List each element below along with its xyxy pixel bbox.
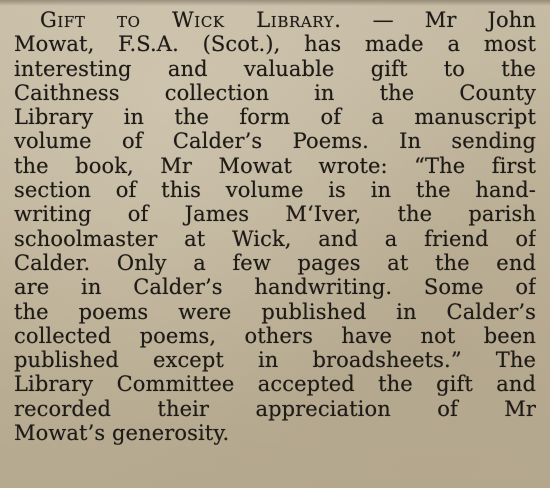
article-line-17: recorded their appreciation of Mr: [14, 396, 536, 421]
article-line-2: Mowat, F.S.A. (Scot.), has made a most: [14, 32, 536, 57]
article-line-18: Mowat’s generosity.: [14, 421, 230, 446]
article-line-10: schoolmaster at Wick, and a friend of: [14, 226, 536, 251]
article-headline: Gift to Wick Library.: [40, 8, 342, 32]
article-line-16: Library Committee accepted the gift and: [14, 372, 536, 397]
article-line-12: are in Calder’s handwriting. Some of: [14, 275, 536, 300]
article-line-7: the book, Mr Mowat wrote: “The first: [14, 153, 536, 178]
article-line-5: Library in the form of a manuscript: [14, 105, 536, 130]
article-line-11: Calder. Only a few pages at the end: [14, 250, 536, 275]
paper-fold-shadow: [0, 0, 550, 6]
article-body: [14, 8, 536, 445]
article-line-1-text: — Mr John: [372, 8, 536, 32]
article-line-15: published except in broadsheets.” The: [14, 348, 536, 373]
article-line-8: section of this volume is in the hand-: [14, 178, 536, 203]
article-line-6: volume of Calder’s Poems. In sending: [14, 129, 536, 154]
article-line-1: [14, 8, 536, 32]
article-line-13: the poems were published in Calder’s: [14, 299, 536, 324]
article-line-3: interesting and valuable gift to the: [14, 56, 536, 81]
article-line-9: writing of James M‘Iver, the parish: [14, 202, 536, 227]
article-line-14: collected poems, others have not been: [14, 323, 536, 348]
article-line-4: Caithness collection in the County: [14, 80, 536, 105]
